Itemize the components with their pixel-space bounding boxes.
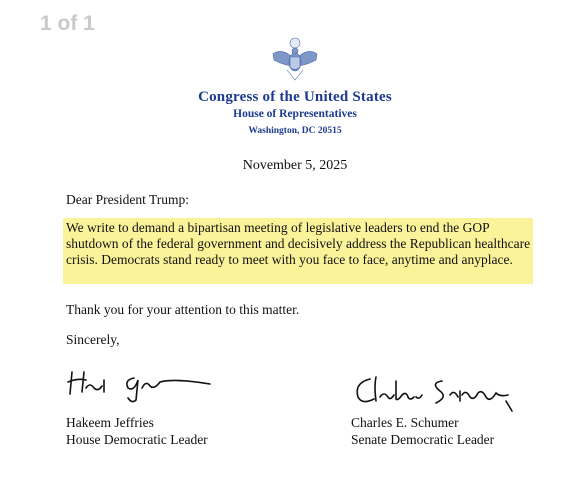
letterhead-title: Congress of the United States — [198, 89, 392, 105]
signatory-name: Charles E. Schumer — [351, 415, 459, 430]
signatory-name: Hakeem Jeffries — [66, 415, 154, 430]
letterhead-subtitle: House of Representatives — [233, 108, 357, 120]
page-counter: 1 of 1 — [40, 12, 95, 35]
signatory-title: Senate Democratic Leader — [351, 432, 495, 447]
letter-body: We write to demand a bipartisan meeting of legislative leaders to end the GOP shutdown of the federal government and decisively address the Republican healthcare crisis. Democrats stand ready to meet with you face to face, anytime and anyplace. — [66, 220, 531, 267]
letterhead-address: Washington, DC 20515 — [248, 126, 342, 136]
signatory-schumer — [351, 414, 494, 448]
signature-jeffries — [64, 358, 224, 406]
closing: Sincerely, — [66, 332, 120, 347]
great-seal-eagle-icon — [271, 36, 319, 84]
letter-date: November 5, 2025 — [242, 158, 348, 173]
salutation: Dear President Trump: — [66, 192, 189, 207]
signature-schumer — [350, 367, 520, 413]
signatory-title: House Democratic Leader — [66, 432, 208, 447]
signatory-jeffries — [66, 414, 208, 448]
thanks-line: Thank you for your attention to this matter. — [66, 302, 300, 317]
